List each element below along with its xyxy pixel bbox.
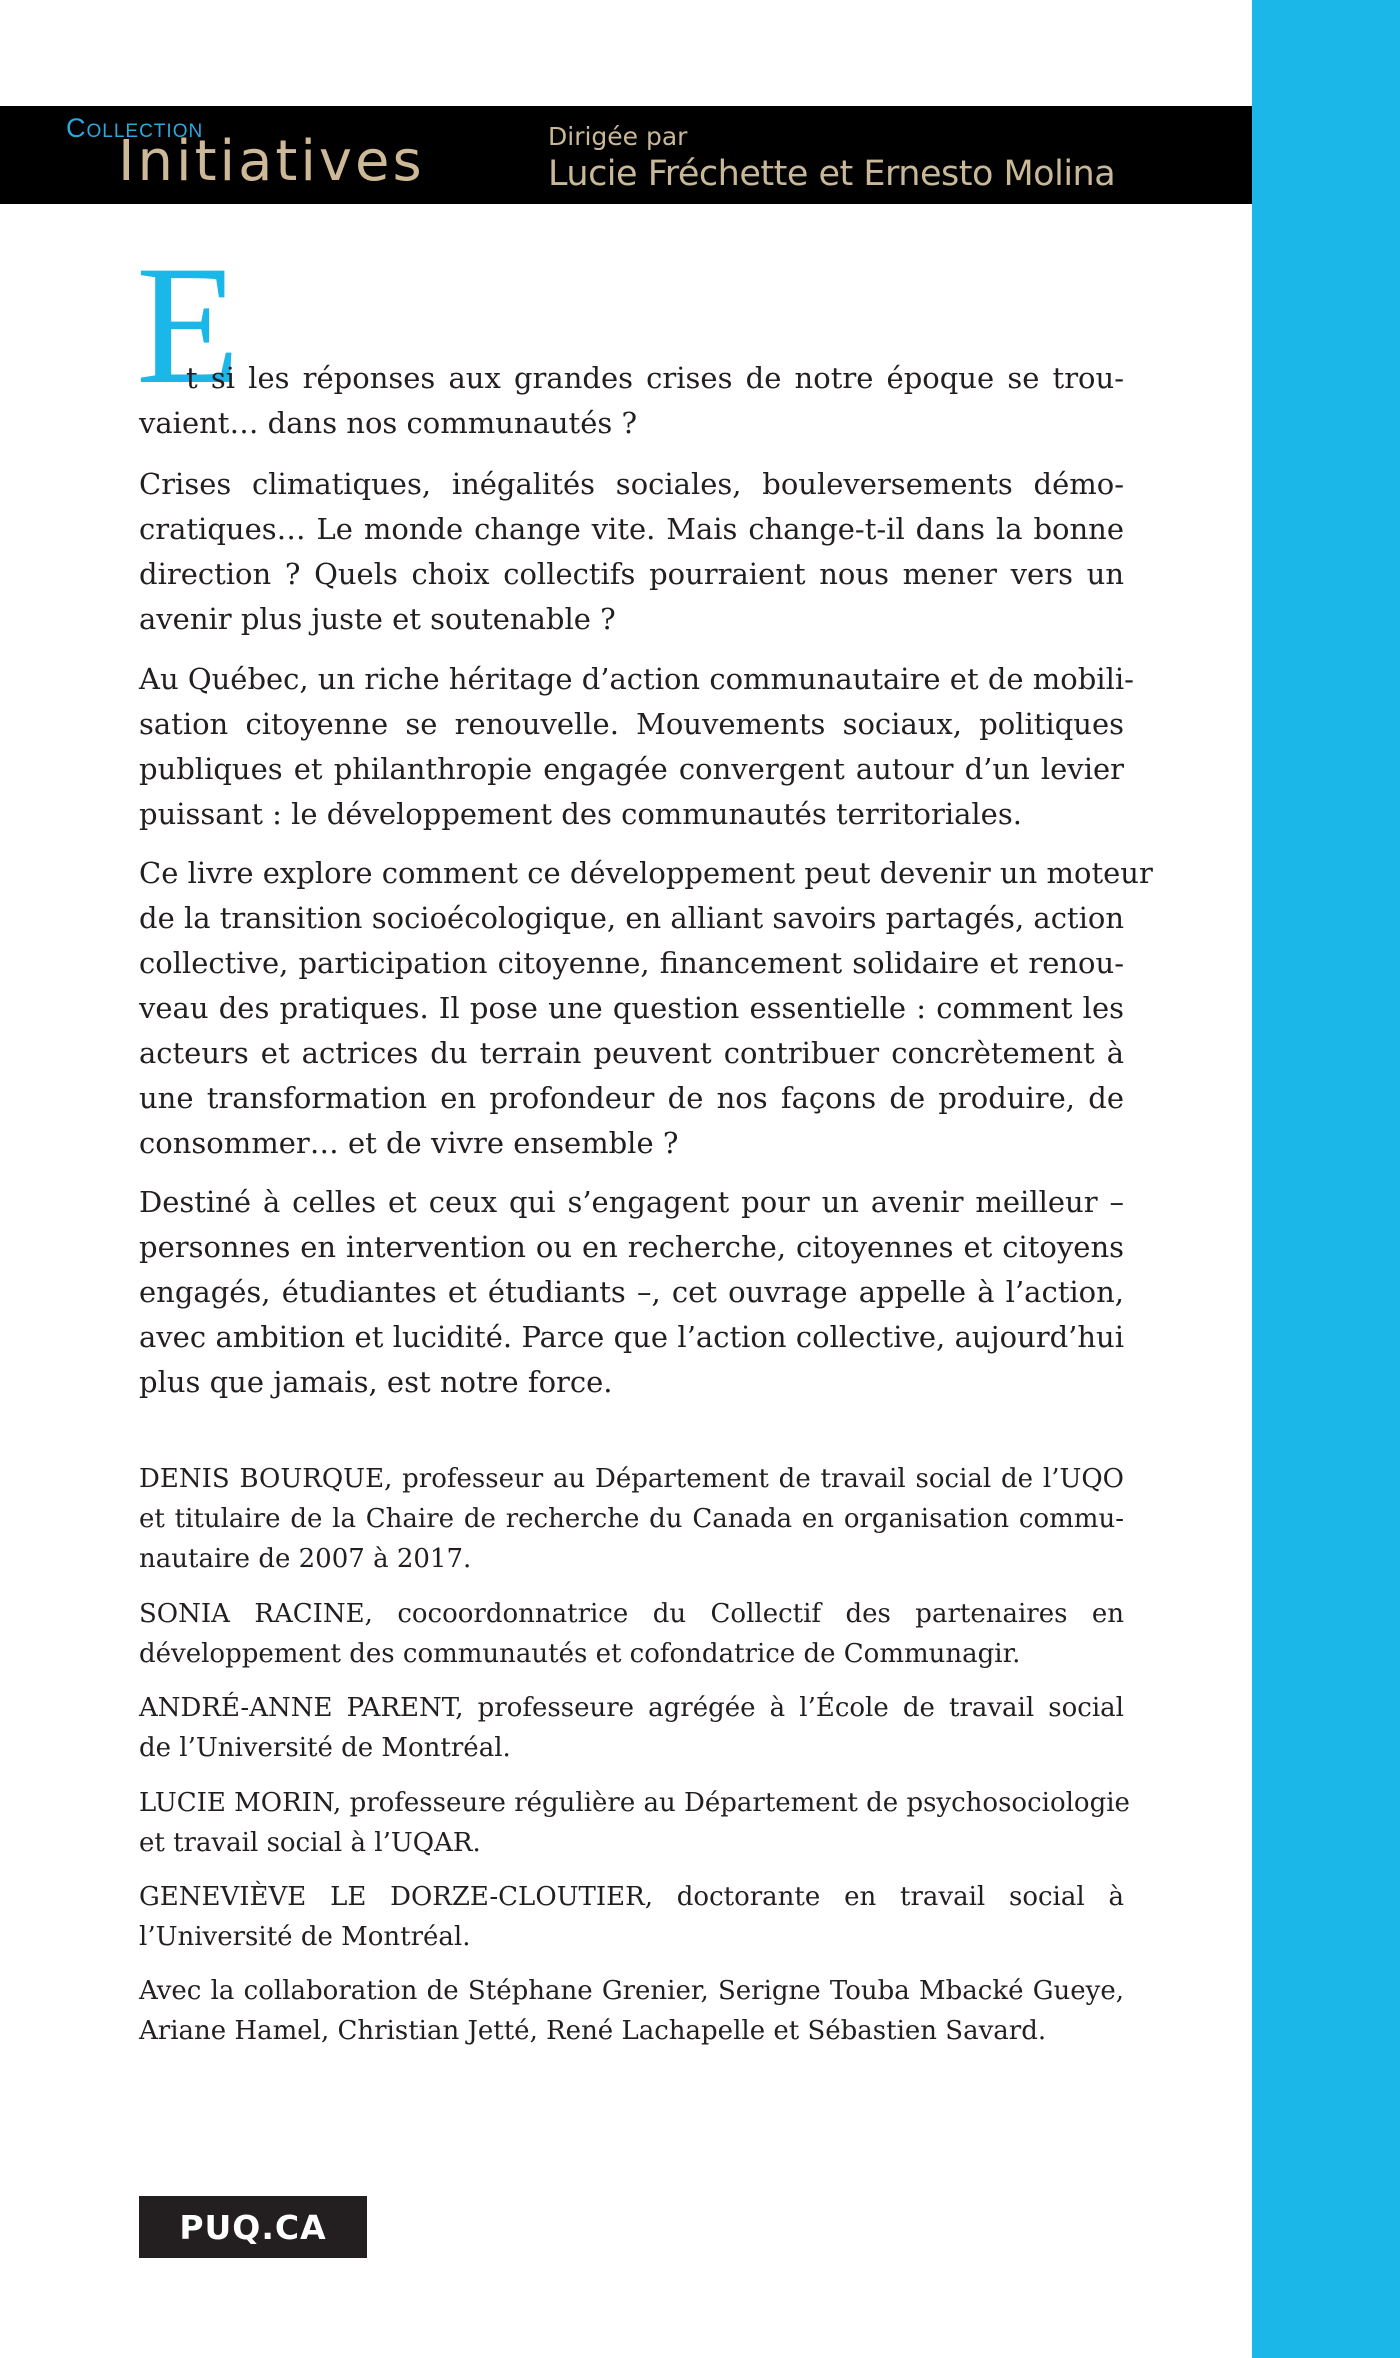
paragraph-line: Destiné à celles et ceux qui s’engagent pour un avenir meilleur – [139,1185,1124,1219]
collection-name: Initiatives [118,129,425,194]
author-bio-line: DENIS BOURQUE, professeur au Département de travail social de l’UQO [139,1464,1124,1494]
paragraph-line: avec ambition et lucidité. Parce que l’action collective, aujourd’hui [139,1320,1124,1354]
author-bio-line: LUCIE MORIN, professeure régulière au Département de psychosociologie [139,1788,1130,1818]
paragraph-line: Au Québec, un riche héritage d’action communautaire et de mobili- [139,662,1134,696]
cover-spine-band [1252,0,1400,2358]
collection-label: Collection [66,113,204,143]
intro-line: t si les réponses aux grandes crises de notre époque se trou- [186,361,1124,395]
paragraph-line: une transformation en profondeur de nos façons de produire, de [139,1081,1124,1115]
paragraph-line: acteurs et actrices du terrain peuvent contribuer concrètement à [139,1036,1124,1070]
paragraph-line: consommer… et de vivre ensemble ? [139,1126,679,1160]
collaborators-line: Avec la collaboration de Stéphane Grenier, Serigne Touba Mbacké Gueye, [139,1976,1124,2006]
paragraph-line: collective, participation citoyenne, financement solidaire et renou- [139,946,1124,980]
author-bio-line: et titulaire de la Chaire de recherche du Canada en organisation commu- [139,1504,1124,1534]
author-bio-line: nautaire de 2007 à 2017. [139,1544,472,1574]
directed-by-label: Dirigée par [548,122,688,151]
paragraph-line: engagés, étudiantes et étudiants –, cet ouvrage appelle à l’action, [139,1275,1124,1309]
paragraph-line: Ce livre explore comment ce développement peut devenir un moteur [139,856,1153,890]
author-bio-line: de l’Université de Montréal. [139,1733,511,1763]
author-bio-line: l’Université de Montréal. [139,1922,471,1952]
collaborators-line: Ariane Hamel, Christian Jetté, René Lachapelle et Sébastien Savard. [139,2016,1047,2046]
paragraph-line: personnes en intervention ou en recherche, citoyennes et citoyens [139,1230,1124,1264]
paragraph-line: sation citoyenne se renouvelle. Mouvements sociaux, politiques [139,707,1124,741]
paragraph-line: publiques et philanthropie engagée convergent autour d’un levier [139,752,1124,786]
dropcap-letter: E [136,231,240,419]
paragraph-line: avenir plus juste et soutenable ? [139,602,616,636]
paragraph-line: Crises climatiques, inégalités sociales, bouleversements démo- [139,467,1124,501]
author-bio-line: développement des communautés et cofondatrice de Communagir. [139,1639,1021,1669]
paragraph-line: de la transition socioécologique, en alliant savoirs partagés, action [139,901,1124,935]
paragraph-line: plus que jamais, est notre force. [139,1365,613,1399]
author-bio-line: GENEVIÈVE LE DORZE-CLOUTIER, doctorante en travail social à [139,1882,1124,1912]
paragraph-line: direction ? Quels choix collectifs pourraient nous mener vers un [139,557,1124,591]
publisher-website-badge: PUQ.CA [139,2196,367,2258]
intro-line: vaient… dans nos communautés ? [139,406,638,440]
author-bio-line: SONIA RACINE, cocoordonnatrice du Collectif des partenaires en [139,1599,1124,1629]
paragraph-line: puissant : le développement des communautés territoriales. [139,797,1022,831]
collection-directors: Lucie Fréchette et Ernesto Molina [548,154,1116,194]
author-bio-line: et travail social à l’UQAR. [139,1828,481,1858]
paragraph-line: veau des pratiques. Il pose une question essentielle : comment les [139,991,1124,1025]
author-bio-line: ANDRÉ-ANNE PARENT, professeure agrégée à l’École de travail social [139,1693,1124,1723]
paragraph-line: cratiques… Le monde change vite. Mais change-t-il dans la bonne [139,512,1124,546]
